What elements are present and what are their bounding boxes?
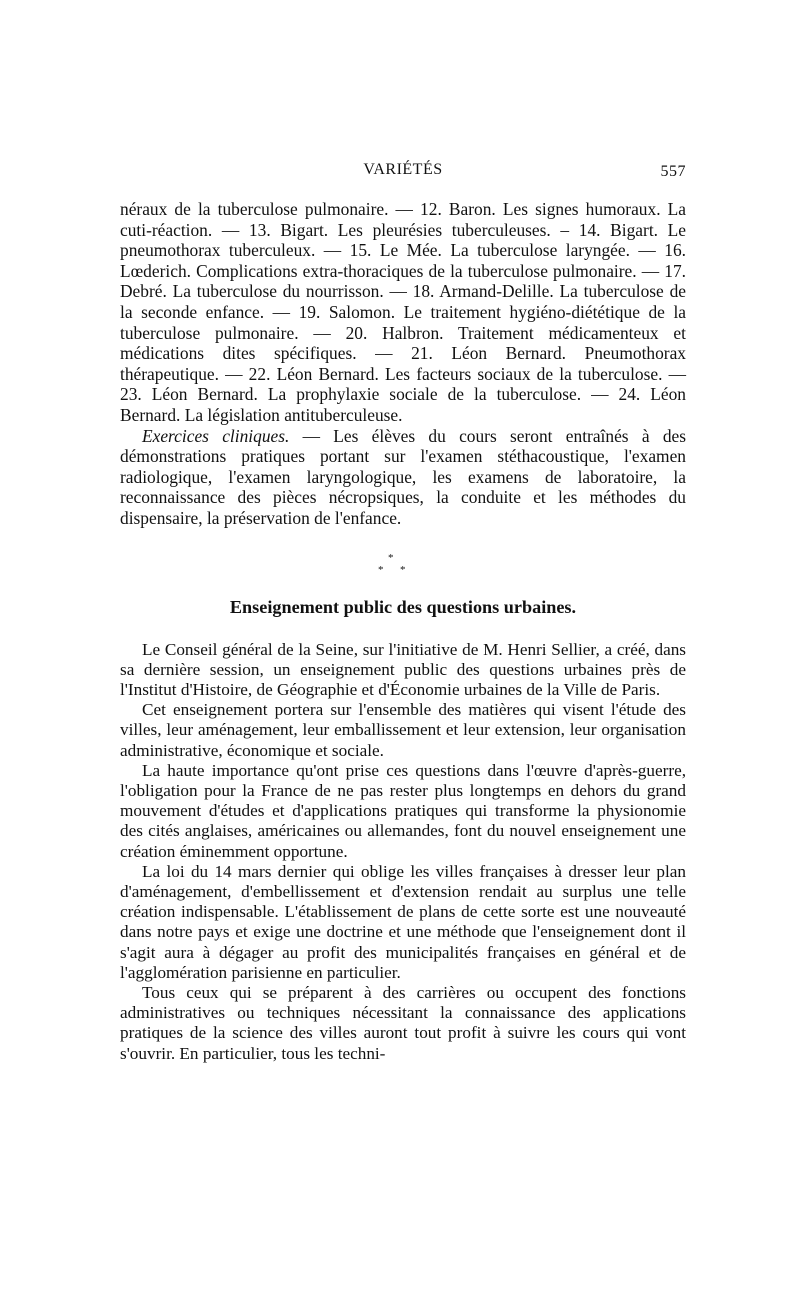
running-title: VARIÉTÉS (363, 161, 443, 178)
section-paragraph: Cet enseignement portera sur l'ensemble des matières qui visent l'étude des villes, leur aménagement, leur emballissement et leur extension, leur organisation administrative, économique et sociale. (120, 700, 686, 760)
asterism-star-right: * (400, 563, 406, 576)
section-paragraph: La loi du 14 mars dernier qui oblige les villes françaises à dresser leur plan d'aménagement, d'embellissement et d'extension rendait au surplus une telle création indispensable. L'établissement de plans de cette sorte est une nouveauté dans notre pays et exige une doctrine et une méthode que l'enseignement dont il s'agit aura à dégager au profit des municipalités françaises en général et de l'agglomération parisienne en particulier. (120, 861, 686, 982)
section-body (120, 640, 686, 1064)
section-paragraph: Tous ceux qui se préparent à des carrières ou occupent des fonctions administratives ou techniques nécessitant la connaissance des applications pratiques de la science des villes auront tout profit à suivre les cours qui vont s'ouvrir. En particulier, tous les techni- (120, 982, 686, 1063)
asterism-star-top: * (388, 551, 394, 564)
asterism-separator (120, 533, 686, 593)
course-list-paragraph: néraux de la tuberculose pulmonaire. — 12. Baron. Les signes humoraux. La cuti-réaction. — 13. Bigart. Les pleurésies tuberculeuses. – 14. Bigart. Le pneumothorax tuberculeux. — 15. Le Mée. La tuberculose laryngée. — 16. Lœderich. Complications extra-thoraciques de la tuberculose pulmonaire. — 17. Debré. La tuberculose du nourrisson. — 18. Armand-Delille. La tuberculose de la seconde enfance. — 19. Salomon. Le traitement hygiéno-diététique de la tuberculose pulmonaire. — 20. Halbron. Traitement médicamenteux et médications dites spécifiques. — 21. Léon Bernard. Pneumothorax thérapeutique. — 22. Léon Bernard. Les facteurs sociaux de la tuberculose. — 23. Léon Bernard. La prophylaxie sociale de la tuberculose. — 24. Léon Bernard. La législation antituberculeuse. (120, 199, 686, 425)
section-paragraph: La haute importance qu'ont prise ces questions dans l'œuvre d'après-guerre, l'obligation pour la France de ne pas rester plus longtemps en dehors du grand mouvement d'études et d'applications pratiques qui transforme la physionomie des cités anglaises, américaines ou allemandes, font du nouvel enseignement une création éminemment opportune. (120, 760, 686, 861)
article-body (120, 199, 686, 529)
section-title: Enseignement public des questions urbaines. (229, 596, 577, 617)
exercises-paragraph (120, 426, 686, 529)
exercises-heading: Exercices cliniques. (142, 425, 290, 446)
document-page (120, 155, 686, 1064)
section-paragraph: Le Conseil général de la Seine, sur l'initiative de M. Henri Sellier, a créé, dans sa dernière session, un enseignement public des questions urbaines près de l'Institut d'Histoire, de Géographie et d'Économie urbaines de la Ville de Paris. (120, 639, 686, 699)
running-head (120, 155, 686, 185)
exercises-text: — Les élèves du cours seront entraînés à des démonstrations pratiques portant sur l'examen stéthacoustique, l'examen radiologique, l'examen laryngologique, les examens de laboratoire, la reconnaissance des pièces nécropsiques, la conduite et les méthodes du dispensaire, la préservation de l'enfance. (120, 425, 687, 528)
asterism-star-left: * (378, 563, 384, 576)
page-number: 557 (660, 163, 686, 180)
